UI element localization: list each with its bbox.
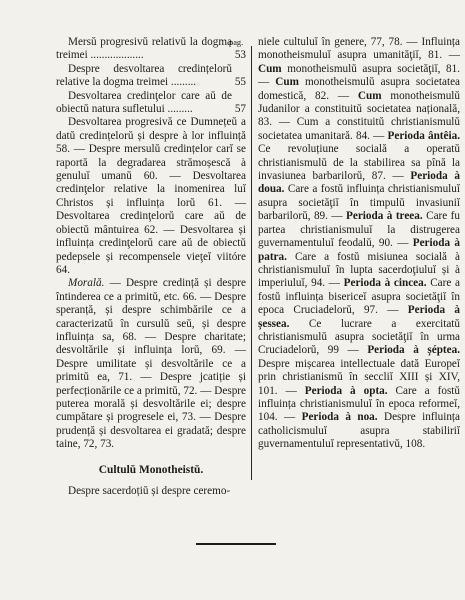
column-divider	[251, 46, 252, 480]
toc-entry-text: Desvoltarea credinţelor care aŭ de obiectŭ natura sufletului .........	[56, 89, 232, 116]
right-column	[258, 36, 460, 452]
bold-run: Cum	[258, 62, 282, 75]
paragraph-morala	[56, 277, 246, 451]
bold-run: Cum	[357, 89, 382, 102]
text-run: Ce lucrare a exercitatŭ christianismulŭ asupra societăţiĭ în urma Cruciadelorŭ, 99 —	[258, 317, 460, 357]
text-run: Ce revoluțiune socială a operatŭ christianismulŭ de la stabilirea sa pînă la invasiunea barbarilorŭ, 87. —	[258, 143, 460, 183]
paragraph-monotheism	[258, 36, 460, 452]
toc-entry-text: Despre desvoltarea credințelorŭ relative la dogma treimei .........	[56, 62, 232, 89]
section-heading: Cultulŭ Monotheistŭ.	[98, 463, 204, 476]
text-run: Care a fostŭ influința christianismuluĭ asupra societăţiĭ în timpulŭ invasiuniĭ barbarilorŭ, 89. —	[258, 183, 460, 223]
paragraph-dogma-desvoltare: Desvoltarea progresivă ce Dumnețeŭ a datŭ credințelorŭ și despre à lor influință 58. — Despre mersulŭ credințelor carĭ se raportă la degradarea strămoșescă à genuluĭ umanŭ 60. — Desvoltarea credinţelor relative la inomenirea luĭ Christos și influința lorŭ 61. — Desvoltarea credinţelorŭ care aŭ de obiectŭ mântuirea 62. — Desvoltarea și influința credinţelorŭ care aŭ de obiectŭ pedepsele și recompensele vieţeĭ viitóre 64.	[56, 116, 246, 276]
bold-run: Cum	[275, 76, 299, 89]
bold-run: Perioda à șéptea.	[367, 344, 460, 357]
toc-list	[56, 36, 246, 116]
text-run: Care fu partea christianismuluĭ la distrugerea guvernamentuluĭ feodalŭ, 90. —	[258, 210, 461, 250]
toc-entry	[56, 63, 246, 90]
paragraph-cultul: Despre sacerdoțiŭ și despre ceremo-	[68, 485, 231, 497]
toc-entry	[56, 90, 246, 117]
page-column-header: pag.	[229, 38, 244, 47]
toc-entry-page: 55	[234, 76, 246, 89]
text-run: monotheismulŭ asupra societatea domestică, 82. —	[258, 76, 460, 102]
left-column	[56, 36, 246, 498]
bold-run: Perioda à patra.	[258, 237, 460, 263]
bold-run: Perioda à opta.	[304, 384, 388, 397]
toc-entry-page: 57	[234, 103, 246, 116]
morala-text: — Despre credință și despre întinderea ce a primitŭ, etc. 66. — Despre speranță, și despre schimbările ce a caracterizatŭ în cursulŭ seŭ, și despre influința sa, 68. — Despre charitate; desvoltările și influința lorŭ, 69. — Despre umilitate și desvoltările ce a primitŭ ea, 71. — Despre jcatiție și perfecționările ce a primitŭ, 72. — Despre puterea morală și desvoltările ei; despre cumpătare și progresele ei, 73. — Despre prudență și desvoltarea ei gradată; despre taine, 72, 73.	[56, 277, 246, 451]
text-run: Care a fostŭ misiunea socială à christianismuluĭ în lupta sacerdoţiuluĭ și à imperiuluĭ, 94. —	[258, 250, 460, 290]
text-run: Care a fostŭ influința christianismuluĭ în epoca reformeĭ, 104. —	[258, 384, 461, 424]
bold-run: Perioda à șessea.	[258, 304, 460, 330]
bottom-rule	[196, 543, 276, 545]
bold-run: Perioda à noa.	[301, 411, 378, 424]
text-run: niele cultuluĭ în genere, 77, 78. — Influința monotheismuluĭ asupra umanităţiĭ, 81. —	[258, 36, 460, 62]
bold-run: Perioda à treea.	[346, 210, 423, 223]
toc-entry-page: 53	[234, 49, 246, 62]
toc-entry-text: Mersŭ progresivŭ relativŭ la dogma treimei ...................	[56, 36, 232, 62]
text-run: Despre mișcarea intellectuale dată Europeĭ prin christianismŭ în seccliĭ XIII și XIV, 101. —	[258, 357, 460, 397]
bold-run: Perioda à doua.	[258, 170, 460, 196]
bold-run: Perioda ântêia.	[387, 129, 461, 142]
morala-lead: Morală.	[68, 277, 105, 290]
text-run: Despre influința catholicismuluĭ asupra stabiliriĭ guvernamentuluĭ representativŭ, 108.	[258, 411, 461, 451]
toc-entry	[56, 36, 246, 63]
bold-run: Perioda à cincea.	[343, 277, 427, 290]
text-run: monotheismulŭ Judanilor a constituitŭ societatea națională, 83. — Cum a constituitŭ christianismulŭ societatea umanitară. 84. —	[258, 89, 460, 142]
text-run: monotheismulŭ asupra societăţiĭ, 81. —	[258, 62, 460, 89]
text-run: Care a fostŭ influința bisericeĭ asupra societăţiĭ în epoca Cruciadelorŭ, 97. —	[258, 277, 460, 317]
